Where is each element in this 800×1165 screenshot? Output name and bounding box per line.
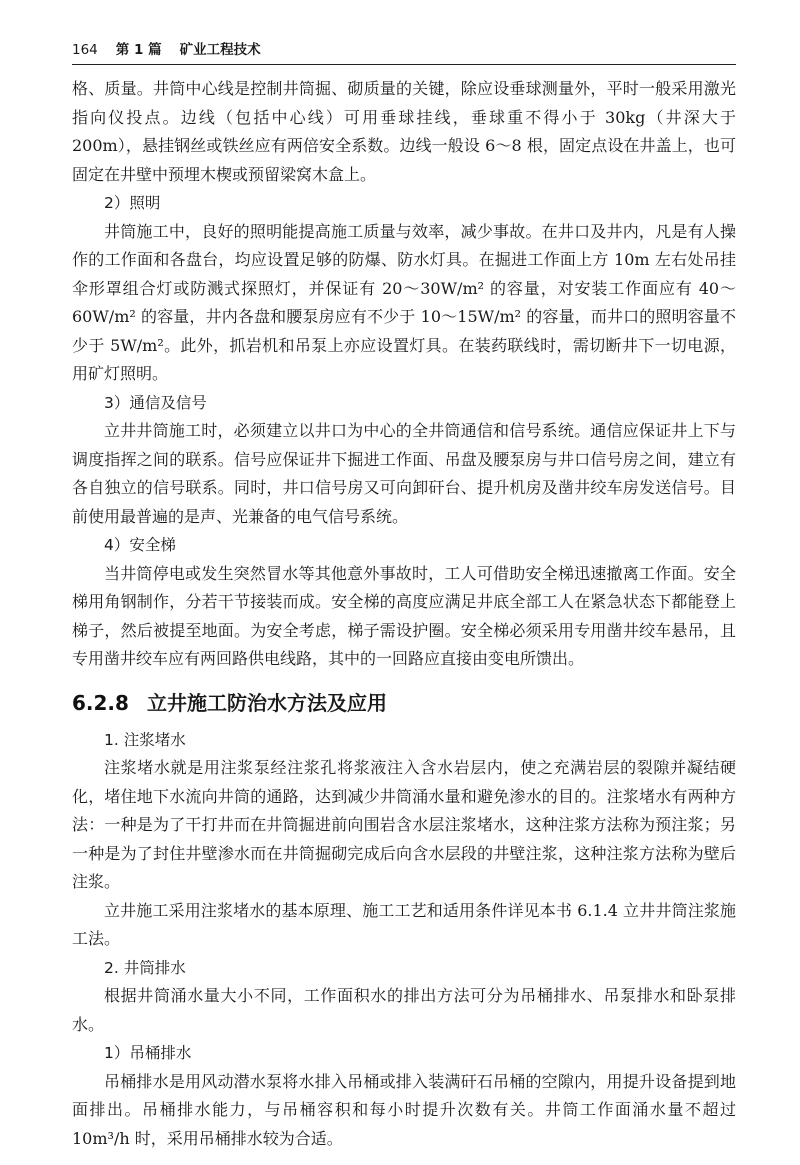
subheading-bucket: 1）吊桶排水 xyxy=(104,1044,192,1062)
paragraph-bucket: 吊桶排水是用风动潜水泵将水排入吊桶或排入装满矸石吊桶的空隙内，用提升设备提到地面排出。吊桶排水能力，与吊桶容积和每小时提升次数有关。井筒工作面涌水量不超过 10m³/h 时，采用吊桶排水较为合适。 xyxy=(72,1071,736,1148)
section-title: 立井施工防治水方法及应用 xyxy=(146,690,387,715)
paragraph-ladder: 当井筒停电或发生突然冒水等其他意外事故时，工人可借助安全梯迅速撤离工作面。安全梯用角钢制作，分若干节接装而成。安全梯的高度应满足井底全部工人在紧急状态下都能登上梯子，然后被提至地面。为安全考虑，梯子需设护圈。安全梯必须采用专用凿井绞车悬吊，且专用凿井绞车应有两回路供电线路，其中的一回路应直接由变电所馈出。 xyxy=(72,563,736,668)
section-number: 6.2.8 xyxy=(72,690,129,715)
subheading-grouting: 1. 注浆堵水 xyxy=(104,730,186,749)
subheading-signal: 3）通信及信号 xyxy=(104,393,207,412)
paragraph-signal: 立井井筒施工时，必须建立以井口为中心的全井筒通信和信号系统。通信应保证井上下与调度指挥之间的联系。信号应保证井下掘进工作面、吊盘及腰泵房与井口信号房之间，建立有各自独立的信号联系。同时，井口信号房又可向卸矸台、提升机房及凿井绞车房发送信号。目前使用最普遍的是声、光兼备的电气信号系统。 xyxy=(72,421,736,526)
running-header xyxy=(72,38,736,65)
paragraph-grouting: 注浆堵水就是用注浆泵经注浆孔将浆液注入含水岩层内，使之充满岩层的裂隙并凝结硬化，堵住地下水流向井筒的通路，达到减少井筒涌水量和避免渗水的目的。注浆堵水有两种方法：一种是为了干打井而在井筒掘进前向围岩含水层注浆堵水，这种注浆方法称为预注浆；另一种是为了封住井壁渗水而在井筒掘砌完成后向含水层段的井壁注浆，这种注浆方法称为壁后注浆。 xyxy=(72,758,736,891)
paragraph-drainage: 根据井筒涌水量大小不同，工作面积水的排出方法可分为吊桶排水、吊泵排水和卧泵排水。 xyxy=(72,986,736,1034)
paragraph-grouting-ref: 立井施工采用注浆堵水的基本原理、施工工艺和适用条件详见本书 6.1.4 立井井筒注浆施工法。 xyxy=(72,900,736,948)
paragraph-lighting: 井筒施工中，良好的照明能提高施工质量与效率，减少事故。在井口及井内，凡是有人操作的工作面和各盘台，均应设置足够的防爆、防水灯具。在掘进工作面上方 10m 左右处吊挂伞形罩组合灯或防溅式探照灯，并保证有 20～30W/m² 的容量，对安装工作面应有 40～60W/m² 的容量，井内各盘和腰泵房应有不少于 10～15W/m² 的容量，而井口的照明容量不少于 5W/m²。此外，抓岩机和吊泵上亦应设置灯具。在装药联线时，需切断井下一切电源，用矿灯照明。 xyxy=(72,221,736,383)
page-number: 164 xyxy=(72,42,98,58)
subheading-drainage: 2. 井筒排水 xyxy=(104,958,186,977)
subheading-lighting: 2）照明 xyxy=(104,194,161,212)
chapter-title: 矿业工程技术 xyxy=(179,42,261,58)
paragraph-intro: 格、质量。井筒中心线是控制井筒掘、砌质量的关键，除应设垂球测量外，平时一般采用激光指向仪投点。边线（包括中心线）可用垂球挂线，垂球重不得小于 30kg（井深大于 200m），悬挂钢丝或铁丝应有两倍安全系数。边线一般设 6～8 根，固定点设在井盖上，也可固定在井壁中预埋木楔或预留梁窝木盒上。 xyxy=(72,79,736,184)
subheading-ladder: 4）安全梯 xyxy=(104,536,176,554)
part-label: 第 1 篇 xyxy=(115,42,162,58)
book-page xyxy=(72,38,736,1153)
section-heading xyxy=(72,688,736,718)
